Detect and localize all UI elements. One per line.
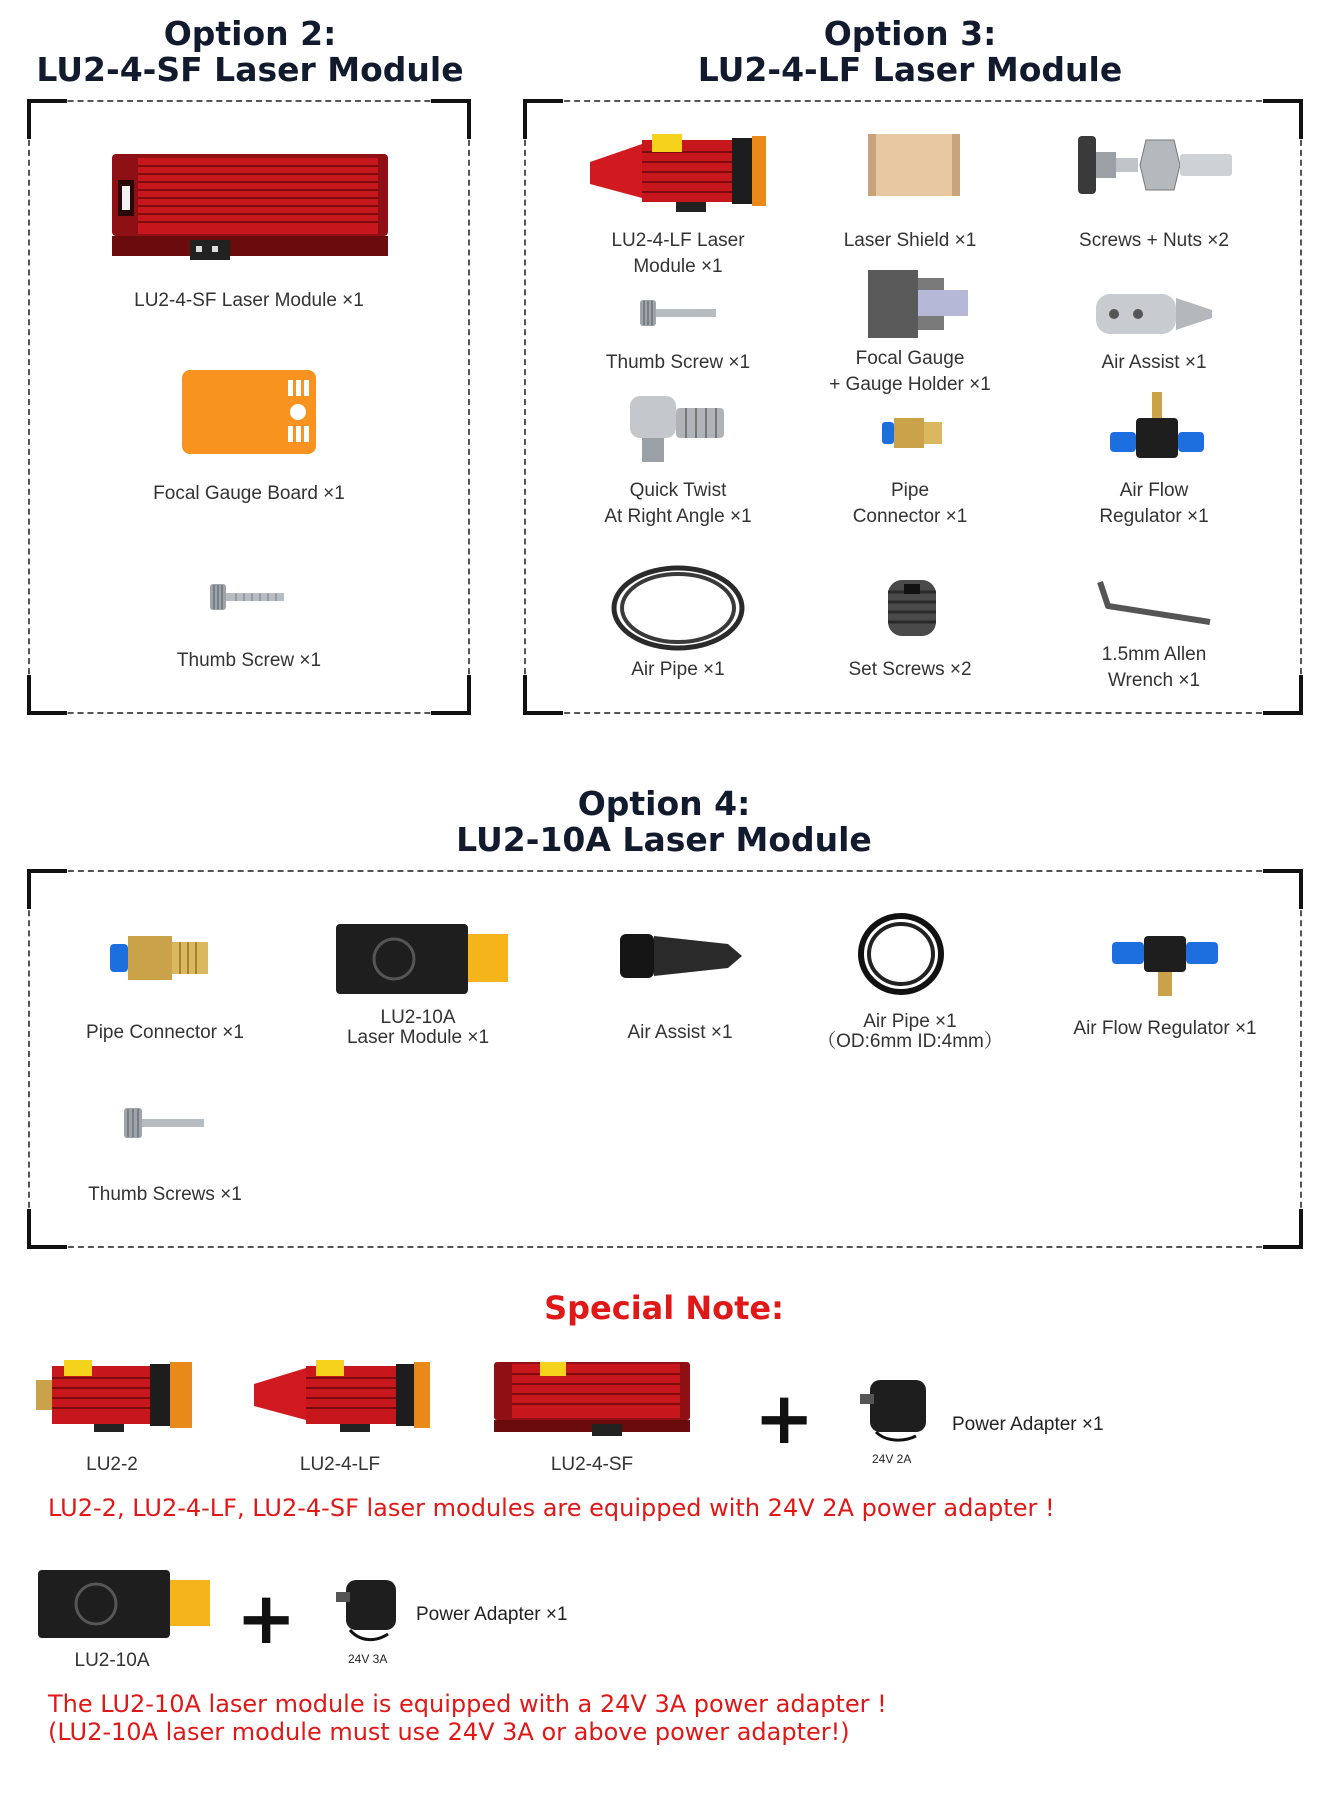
pipe-connector-image [108, 928, 210, 988]
option4-title-line1: Option 4: [577, 784, 751, 823]
thumb-screws-4-image [122, 1106, 206, 1140]
power-adapter-2a-image [856, 1370, 934, 1446]
option4-item-module-label: LU2-10A Laser Module ×1 [346, 1007, 490, 1048]
option3-item-thumb-screw-label: Thumb Screw ×1 [605, 352, 751, 373]
adapter-label-2: Power Adapter ×1 [416, 1604, 568, 1625]
air-flow-regulator-image [1108, 390, 1206, 468]
air-assist-nozzle-image [1094, 290, 1216, 338]
note2-line1: The LU2-10A laser module is equipped with a 24V 3A power adapter ! [48, 1690, 887, 1718]
adapter-spec-2a: 24V 2A [872, 1452, 912, 1466]
air-pipe-black-image [854, 910, 948, 998]
air-assist-black-image [618, 930, 746, 982]
note-module-lu2-4-lf: LU2-4-LF [299, 1454, 381, 1475]
option2-title-line2: LU2-4-SF Laser Module [36, 50, 464, 89]
focal-gauge-board-image [180, 368, 318, 456]
focal-gauge-holder-image [866, 268, 970, 340]
option3-item-pipe-connector-label: Pipe Connector ×1 [852, 480, 968, 527]
note2-line2: (LU2-10A laser module must use 24V 3A or above power adapter!) [48, 1718, 850, 1746]
laser-shield-image [866, 132, 962, 198]
note-module-lu2-4-sf: LU2-4-SF [550, 1454, 634, 1475]
option2-title-line1: Option 2: [163, 14, 337, 53]
power-adapter-3a-image [330, 1570, 406, 1648]
option3-item-quick-twist-label: Quick Twist At Right Angle ×1 [604, 480, 752, 527]
lu2-4-sf-module-image [108, 150, 392, 265]
screws-nuts-image [1076, 132, 1234, 198]
air-pipe-coil-image [608, 562, 748, 654]
lu2-2-module-image [34, 1358, 194, 1434]
lu2-10a-note-image [36, 1568, 212, 1640]
thumb-screw-small-image [638, 298, 718, 328]
lu2-4-sf-note-image [492, 1358, 692, 1438]
quick-twist-image [624, 392, 728, 468]
note-module-lu2-10a: LU2-10A [74, 1650, 150, 1671]
option3-item-allen-wrench-label: 1.5mm Allen Wrench ×1 [1101, 644, 1207, 691]
option3-item-screws-label: Screws + Nuts ×2 [1079, 230, 1229, 251]
pipe-connector-small-image [880, 414, 944, 452]
note1-text: LU2-2, LU2-4-LF, LU2-4-SF laser modules are equipped with 24V 2A power adapter ! [48, 1494, 1055, 1522]
option4-title-line2: LU2-10A Laser Module [456, 820, 872, 859]
option2-item-module-label: LU2-4-SF Laser Module ×1 [134, 290, 364, 311]
option3-title-line1: Option 3: [823, 14, 997, 53]
option4-item-air-assist-label: Air Assist ×1 [627, 1022, 733, 1043]
option4-item-thumb-screws-label: Thumb Screws ×1 [88, 1184, 242, 1205]
thumb-screw-image [208, 582, 286, 612]
special-note-title: Special Note: [544, 1289, 784, 1327]
option4-item-air-flow-label: Air Flow Regulator ×1 [1073, 1018, 1257, 1039]
option3-item-air-flow-label: Air Flow Regulator ×1 [1099, 480, 1209, 527]
option3-item-air-pipe-label: Air Pipe ×1 [631, 659, 725, 680]
option2-title [30, 16, 470, 88]
air-flow-regulator-4-image [1110, 928, 1220, 998]
option4-item-air-pipe-label: Air Pipe ×1 （OD:6mm ID:4mm） [817, 1011, 1003, 1052]
lu2-10a-module-image [334, 922, 510, 996]
set-screws-image [882, 574, 942, 640]
option3-title-line2: LU2-4-LF Laser Module [697, 50, 1123, 89]
adapter-spec-3a: 24V 3A [348, 1652, 388, 1666]
note-module-lu2-2: LU2-2 [86, 1454, 138, 1475]
adapter-label-1: Power Adapter ×1 [952, 1414, 1104, 1435]
option2-item-thumb-screw-label: Thumb Screw ×1 [176, 650, 322, 671]
option3-item-shield-label: Laser Shield ×1 [843, 230, 977, 251]
option3-item-focal-gauge-label: Focal Gauge + Gauge Holder ×1 [829, 348, 991, 395]
option4-item-pipe-connector-label: Pipe Connector ×1 [86, 1022, 244, 1043]
plus-sign-1: + [754, 1376, 815, 1460]
lu2-4-lf-note-image [252, 1358, 432, 1434]
option2-item-gauge-label: Focal Gauge Board ×1 [153, 483, 345, 504]
option3-item-air-assist-label: Air Assist ×1 [1101, 352, 1207, 373]
option3-item-module-label: LU2-4-LF Laser Module ×1 [611, 230, 745, 277]
option3-title [520, 16, 1300, 88]
allen-wrench-image [1094, 576, 1214, 626]
option3-item-set-screws-label: Set Screws ×2 [848, 659, 972, 680]
plus-sign-2: + [236, 1576, 297, 1660]
lu2-4-lf-module-image [588, 132, 768, 214]
option4-title [400, 786, 928, 858]
